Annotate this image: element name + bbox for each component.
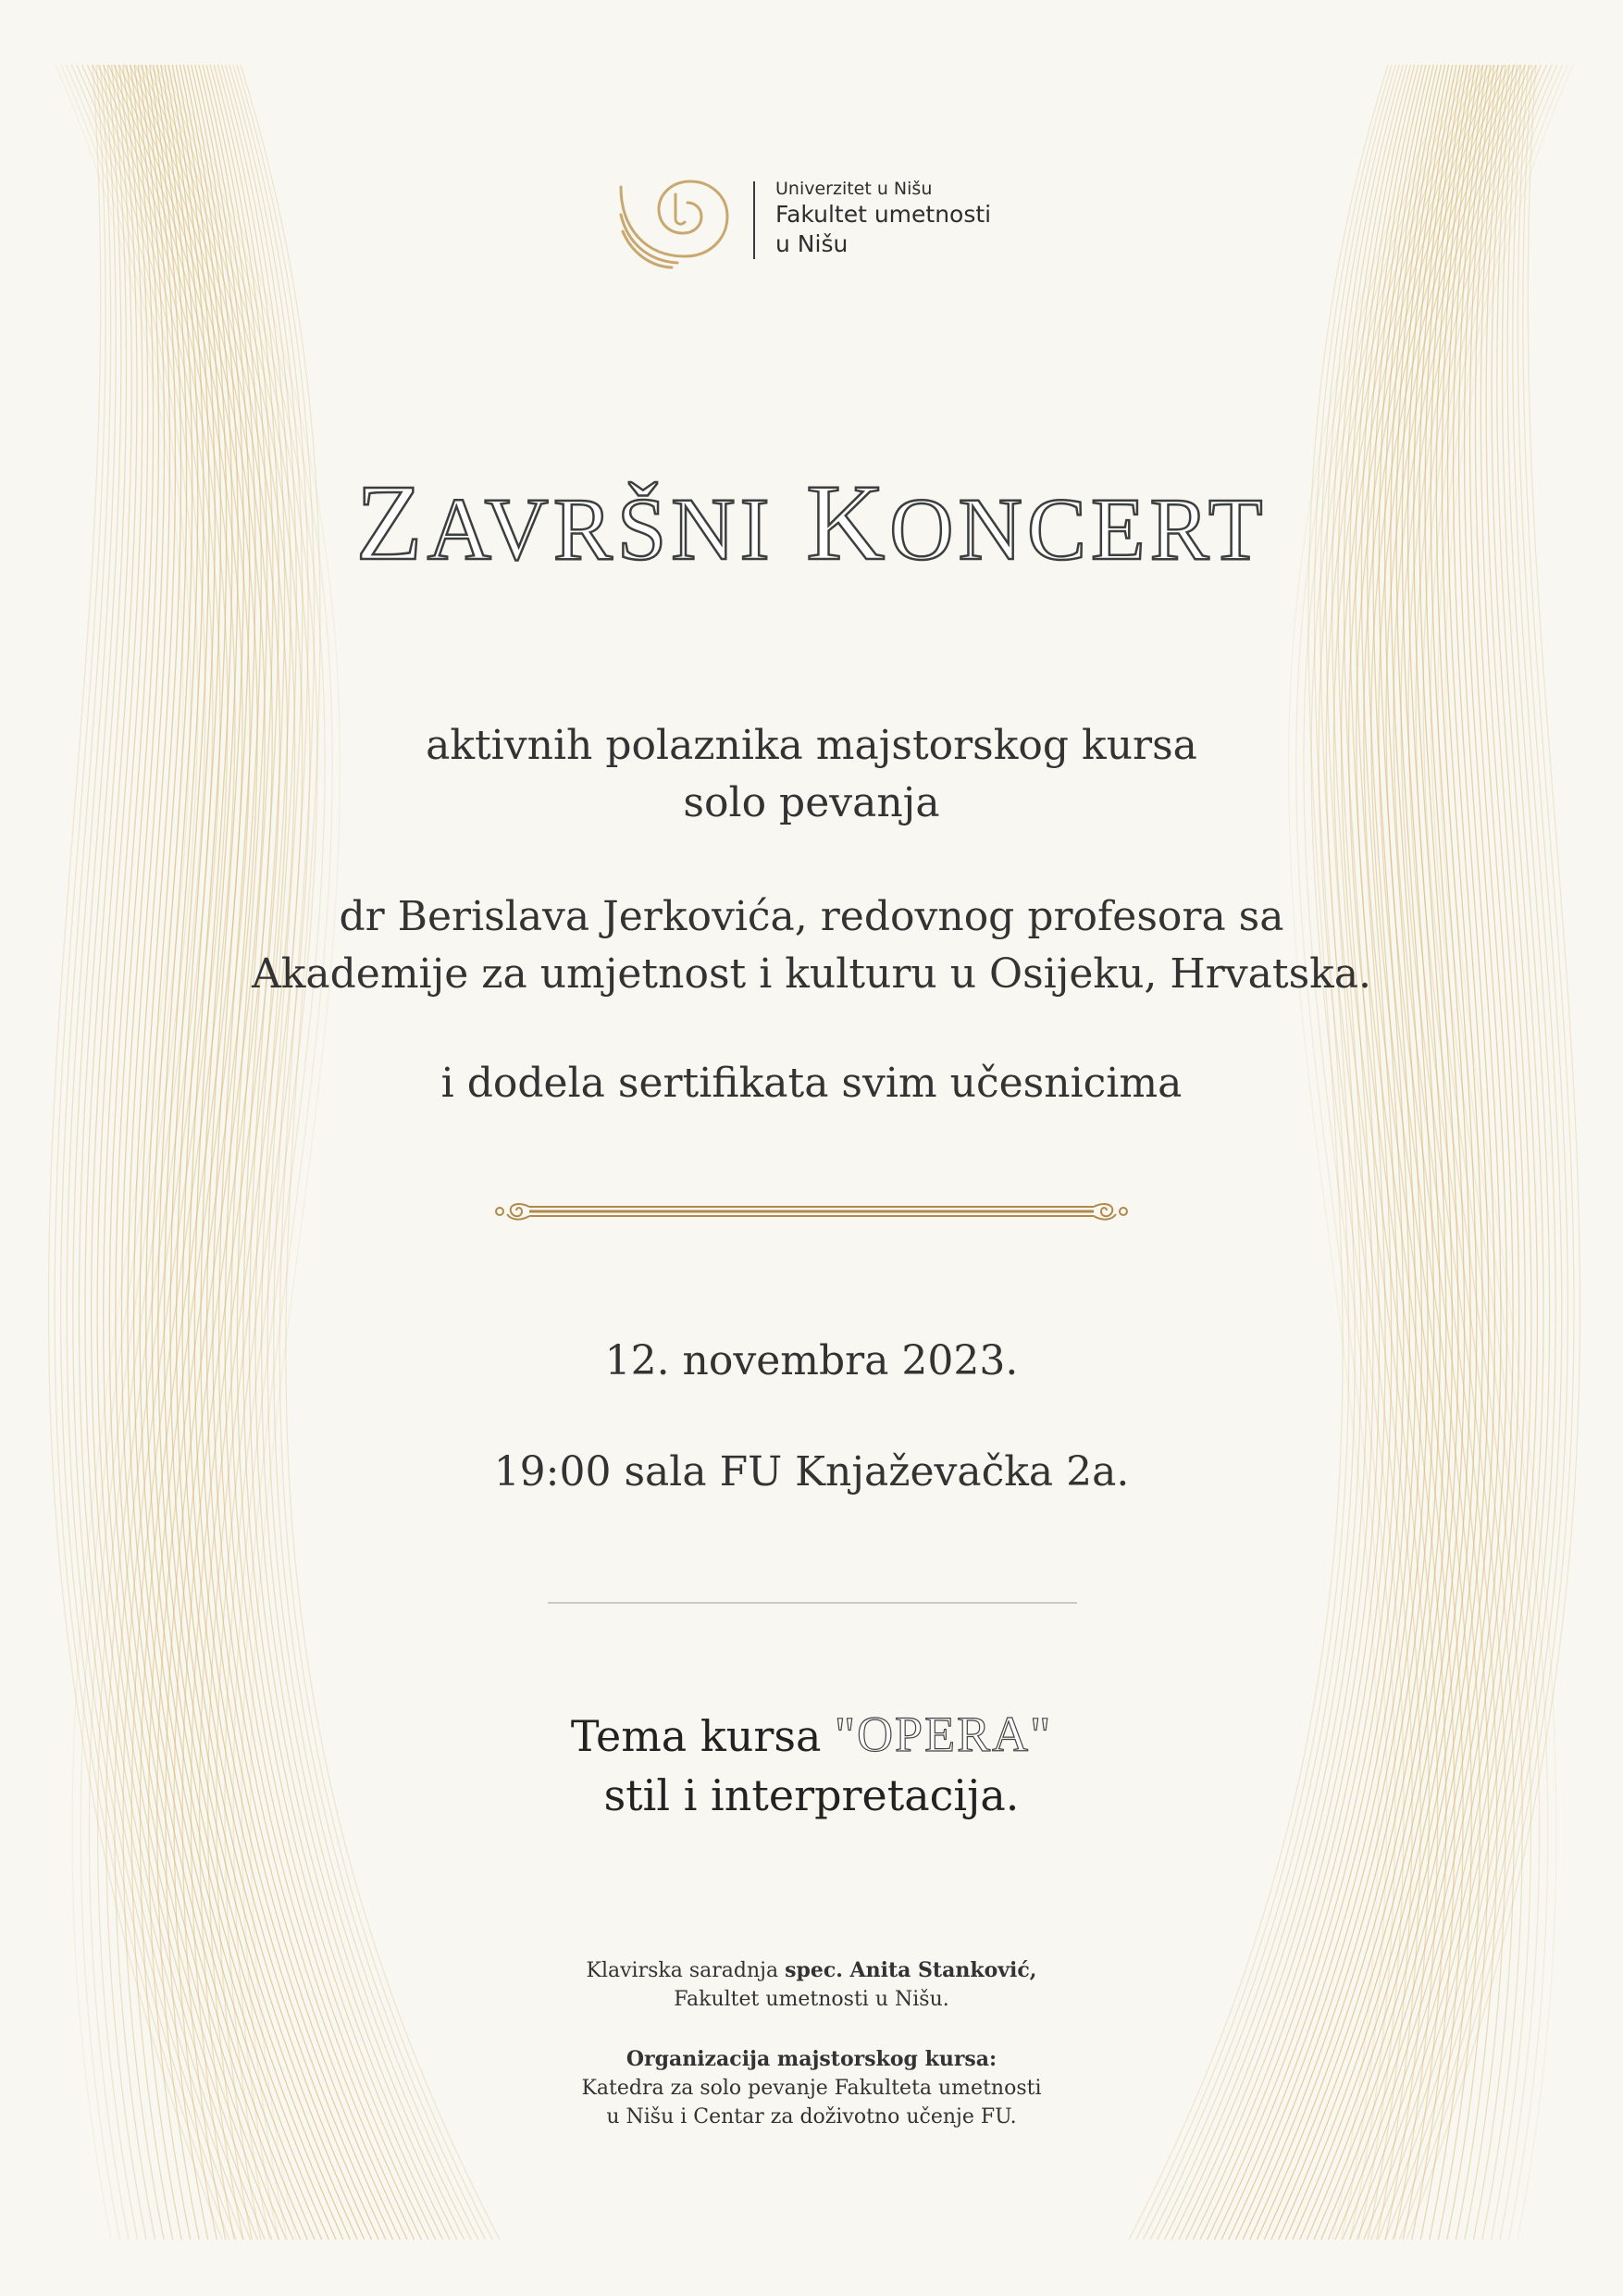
- intro-text: [0, 717, 1623, 832]
- title-initial-1: Z: [355, 462, 427, 583]
- wave-line: [229, 65, 478, 2240]
- faculty-name-line2: u Nišu: [775, 230, 849, 257]
- theme-line-2: stil i interpretacija.: [603, 1770, 1020, 1820]
- title-initial-2: K: [806, 462, 890, 583]
- title-word-2: ONCERT: [889, 479, 1268, 578]
- horizontal-divider: [548, 1602, 1077, 1604]
- piano-line-1: [0, 1956, 1623, 1985]
- theme-quote-open: ": [835, 1706, 858, 1762]
- professor-line-1: dr Berislava Jerkovića, redovnog profesora sa: [339, 893, 1284, 940]
- piano-prefix: Klavirska saradnja: [586, 1959, 786, 1982]
- theme-highlight: OPERA: [857, 1706, 1031, 1762]
- faculty-name-line1: Fakultet umetnosti: [775, 201, 992, 228]
- university-name: Univerzitet u Nišu: [775, 179, 933, 199]
- organization-credit: [0, 2045, 1623, 2131]
- certificates-text: i dodela sertifikata svim učesnicima: [440, 1060, 1183, 1107]
- piano-line-2: Fakultet umetnosti u Nišu.: [674, 1988, 949, 2011]
- title-word-1: AVRŠNI: [427, 479, 774, 578]
- theme-quote-close: ": [1030, 1706, 1053, 1762]
- wave-line: [1164, 65, 1406, 2240]
- wave-line: [1221, 65, 1437, 2240]
- organization-heading-text: Organizacija majstorskog kursa:: [626, 2047, 997, 2071]
- wave-line: [221, 65, 464, 2240]
- professor-text: [0, 888, 1623, 1003]
- ornament-divider: [492, 1198, 1131, 1225]
- spiral-logo-icon: [618, 178, 729, 270]
- event-time-place: 19:00 sala FU Knjaževačka 2a.: [493, 1448, 1130, 1496]
- logo-text: [775, 178, 991, 259]
- faculty-logo: [618, 178, 1025, 270]
- logo-divider: [753, 181, 755, 259]
- professor-line-2: Akademije za umjetnost i kulturu u Osijeku, Hrvatska.: [251, 950, 1372, 998]
- theme-line-1: [0, 1705, 1623, 1766]
- page-title: [0, 463, 1623, 590]
- piano-credit: [0, 1956, 1623, 2014]
- theme-prefix: Tema kursa: [570, 1711, 836, 1761]
- course-theme: [0, 1705, 1623, 1825]
- organization-line-2: u Nišu i Centar za doživotno učenje FU.: [606, 2105, 1017, 2128]
- wave-line: [1150, 65, 1399, 2240]
- organization-line-1: Katedra za solo pevanje Fakulteta umetnosti: [581, 2077, 1042, 2100]
- pianist-name: spec. Anita Stanković,: [785, 1958, 1037, 1982]
- intro-line-2: solo pevanja: [683, 779, 940, 826]
- intro-line-1: aktivnih polaznika majstorskog kursa: [426, 722, 1197, 769]
- event-date: 12. novembra 2023.: [604, 1337, 1019, 1384]
- organization-heading: [0, 2045, 1623, 2074]
- wave-line: [192, 65, 407, 2240]
